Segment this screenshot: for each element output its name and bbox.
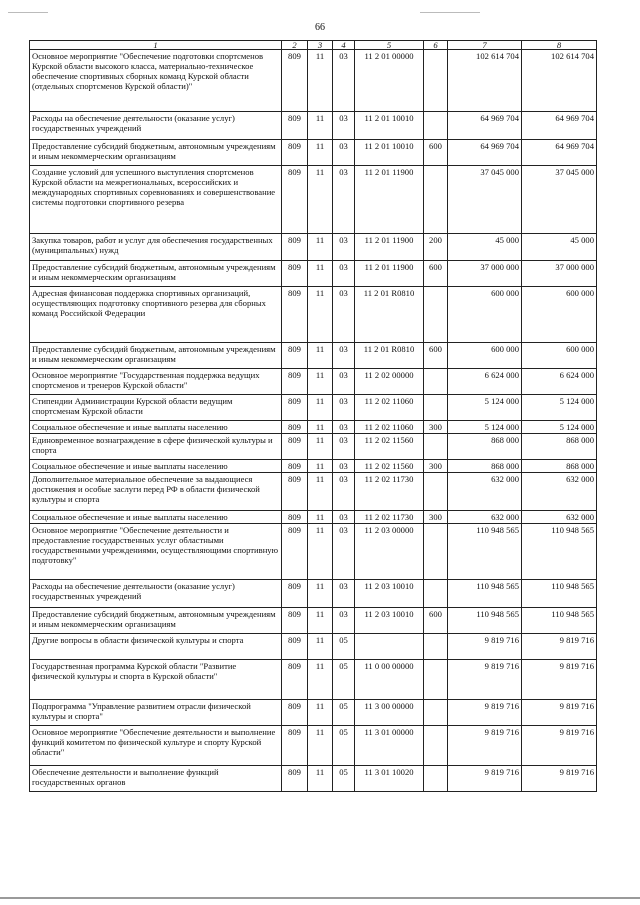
target-article-code: 11 2 01 10010 [355, 140, 424, 166]
expense-type-code [424, 434, 448, 460]
table-row [30, 660, 597, 700]
amount-col7: 64 969 704 [448, 112, 522, 140]
ministry-code: 809 [282, 511, 308, 524]
expense-type-code [424, 287, 448, 343]
subsection-code: 03 [333, 434, 355, 460]
table-row [30, 766, 597, 792]
target-article-code: 11 2 01 R0810 [355, 343, 424, 369]
target-article-code: 11 2 03 10010 [355, 580, 424, 608]
section-code: 11 [308, 343, 333, 369]
table-body [30, 50, 597, 792]
expense-type-code [424, 50, 448, 112]
table-row [30, 421, 597, 434]
amount-col7: 868 000 [448, 460, 522, 473]
expense-type-code: 300 [424, 511, 448, 524]
expense-type-code: 600 [424, 261, 448, 287]
ministry-code: 809 [282, 634, 308, 660]
amount-col7: 110 948 565 [448, 608, 522, 634]
column-header-6: 6 [424, 41, 448, 50]
amount-col7: 9 819 716 [448, 766, 522, 792]
section-code: 11 [308, 473, 333, 511]
amount-col7: 5 124 000 [448, 395, 522, 421]
amount-col8: 5 124 000 [522, 421, 597, 434]
subsection-code: 03 [333, 261, 355, 287]
scan-noise [420, 12, 480, 13]
ministry-code: 809 [282, 700, 308, 726]
target-article-code: 11 2 01 10010 [355, 112, 424, 140]
section-code: 11 [308, 434, 333, 460]
amount-col8: 110 948 565 [522, 608, 597, 634]
subsection-code: 03 [333, 608, 355, 634]
amount-col7: 102 614 704 [448, 50, 522, 112]
amount-col8: 632 000 [522, 473, 597, 511]
amount-col7: 632 000 [448, 473, 522, 511]
row-name: Социальное обеспечение и иные выплаты населению [30, 460, 282, 473]
table-row [30, 434, 597, 460]
column-header-8: 8 [522, 41, 597, 50]
ministry-code: 809 [282, 473, 308, 511]
subsection-code: 05 [333, 634, 355, 660]
target-article-code: 11 2 03 10010 [355, 608, 424, 634]
table-row [30, 608, 597, 634]
scan-edge-line [0, 897, 640, 899]
column-header-7: 7 [448, 41, 522, 50]
expense-type-code [424, 112, 448, 140]
section-code: 11 [308, 660, 333, 700]
target-article-code: 11 2 02 11730 [355, 473, 424, 511]
table-row [30, 700, 597, 726]
ministry-code: 809 [282, 460, 308, 473]
subsection-code: 05 [333, 766, 355, 792]
amount-col8: 45 000 [522, 234, 597, 261]
target-article-code: 11 2 02 11730 [355, 511, 424, 524]
section-code: 11 [308, 395, 333, 421]
amount-col8: 37 000 000 [522, 261, 597, 287]
expense-type-code [424, 580, 448, 608]
ministry-code: 809 [282, 726, 308, 766]
expense-type-code: 600 [424, 343, 448, 369]
target-article-code: 11 2 02 11060 [355, 395, 424, 421]
subsection-code: 05 [333, 660, 355, 700]
amount-col7: 5 124 000 [448, 421, 522, 434]
subsection-code: 05 [333, 700, 355, 726]
expense-type-code [424, 166, 448, 234]
amount-col8: 5 124 000 [522, 395, 597, 421]
table-row [30, 343, 597, 369]
amount-col8: 102 614 704 [522, 50, 597, 112]
ministry-code: 809 [282, 369, 308, 395]
row-name: Основное мероприятие "Обеспечение деятельности и предоставление государственных услуг областными государственными учреждениями, осуществляющими спортивную подготовку" [30, 524, 282, 580]
row-name: Обеспечение деятельности и выполнение функций государственных органов [30, 766, 282, 792]
ministry-code: 809 [282, 343, 308, 369]
section-code: 11 [308, 421, 333, 434]
section-code: 11 [308, 726, 333, 766]
expense-type-code: 300 [424, 421, 448, 434]
amount-col8: 9 819 716 [522, 634, 597, 660]
target-article-code: 11 2 01 00000 [355, 50, 424, 112]
subsection-code: 03 [333, 50, 355, 112]
section-code: 11 [308, 140, 333, 166]
column-header-3: 3 [308, 41, 333, 50]
row-name: Дополнительное материальное обеспечение за выдающиеся достижения и особые заслуги перед РФ в области физической культуры и спорта [30, 473, 282, 511]
table-row [30, 460, 597, 473]
row-name: Основное мероприятие "Обеспечение подготовки спортсменов Курской области высокого класса, материально-техническое обеспечение спортивных сборных команд Курской области (отдельных спортсменов Курской области)" [30, 50, 282, 112]
expense-type-code [424, 634, 448, 660]
expense-type-code: 600 [424, 608, 448, 634]
target-article-code: 11 2 01 R0810 [355, 287, 424, 343]
ministry-code: 809 [282, 434, 308, 460]
page-number: 66 [315, 22, 325, 33]
row-name: Расходы на обеспечение деятельности (оказание услуг) государственных учреждений [30, 112, 282, 140]
amount-col7: 6 624 000 [448, 369, 522, 395]
table-row [30, 112, 597, 140]
table-row [30, 634, 597, 660]
row-name: Государственная программа Курской области "Развитие физической культуры и спорта в Курской области" [30, 660, 282, 700]
amount-col8: 9 819 716 [522, 726, 597, 766]
budget-table [29, 40, 597, 792]
section-code: 11 [308, 50, 333, 112]
amount-col7: 64 969 704 [448, 140, 522, 166]
column-header-5: 5 [355, 41, 424, 50]
column-header-1: 1 [30, 41, 282, 50]
section-code: 11 [308, 524, 333, 580]
table-row [30, 166, 597, 234]
amount-col8: 9 819 716 [522, 766, 597, 792]
target-article-code: 11 2 01 11900 [355, 234, 424, 261]
target-article-code: 11 3 00 00000 [355, 700, 424, 726]
amount-col7: 868 000 [448, 434, 522, 460]
subsection-code: 03 [333, 369, 355, 395]
amount-col8: 9 819 716 [522, 700, 597, 726]
subsection-code: 03 [333, 287, 355, 343]
row-name: Закупка товаров, работ и услуг для обеспечения государственных (муниципальных) нужд [30, 234, 282, 261]
row-name: Единовременное вознаграждение в сфере физической культуры и спорта [30, 434, 282, 460]
table-header-row [30, 41, 597, 50]
amount-col8: 64 969 704 [522, 112, 597, 140]
row-name: Предоставление субсидий бюджетным, автономным учреждениям и иным некоммерческим организациям [30, 140, 282, 166]
target-article-code: 11 2 02 11060 [355, 421, 424, 434]
subsection-code: 03 [333, 112, 355, 140]
target-article-code: 11 3 01 10020 [355, 766, 424, 792]
amount-col7: 632 000 [448, 511, 522, 524]
expense-type-code: 200 [424, 234, 448, 261]
table-row [30, 511, 597, 524]
amount-col8: 6 624 000 [522, 369, 597, 395]
amount-col8: 37 045 000 [522, 166, 597, 234]
ministry-code: 809 [282, 140, 308, 166]
subsection-code: 03 [333, 395, 355, 421]
row-name: Другие вопросы в области физической культуры и спорта [30, 634, 282, 660]
target-article-code: 11 2 02 00000 [355, 369, 424, 395]
subsection-code: 03 [333, 460, 355, 473]
section-code: 11 [308, 634, 333, 660]
subsection-code: 03 [333, 140, 355, 166]
expense-type-code: 300 [424, 460, 448, 473]
expense-type-code [424, 726, 448, 766]
subsection-code: 03 [333, 166, 355, 234]
row-name: Расходы на обеспечение деятельности (оказание услуг) государственных учреждений [30, 580, 282, 608]
section-code: 11 [308, 234, 333, 261]
amount-col8: 110 948 565 [522, 524, 597, 580]
target-article-code: 11 2 01 11900 [355, 166, 424, 234]
column-header-4: 4 [333, 41, 355, 50]
table-row [30, 580, 597, 608]
amount-col7: 110 948 565 [448, 580, 522, 608]
table-row [30, 261, 597, 287]
table-row [30, 369, 597, 395]
expense-type-code [424, 369, 448, 395]
row-name: Социальное обеспечение и иные выплаты населению [30, 511, 282, 524]
ministry-code: 809 [282, 660, 308, 700]
section-code: 11 [308, 511, 333, 524]
subsection-code: 03 [333, 473, 355, 511]
ministry-code: 809 [282, 166, 308, 234]
amount-col8: 9 819 716 [522, 660, 597, 700]
row-name: Основное мероприятие "Обеспечение деятельности и выполнение функций комитетом по физической культуре и спорту Курской области" [30, 726, 282, 766]
expense-type-code [424, 660, 448, 700]
subsection-code: 03 [333, 234, 355, 261]
ministry-code: 809 [282, 766, 308, 792]
table-row [30, 726, 597, 766]
section-code: 11 [308, 700, 333, 726]
amount-col8: 868 000 [522, 460, 597, 473]
section-code: 11 [308, 580, 333, 608]
subsection-code: 03 [333, 580, 355, 608]
scan-noise [8, 12, 48, 13]
row-name: Стипендии Администрации Курской области ведущим спортсменам Курской области [30, 395, 282, 421]
row-name: Основное мероприятие "Государственная поддержка ведущих спортсменов и тренеров Курской области" [30, 369, 282, 395]
ministry-code: 809 [282, 261, 308, 287]
row-name: Адресная финансовая поддержка спортивных организаций, осуществляющих подготовку спортивного резерва для сборных команд Российской Федерации [30, 287, 282, 343]
target-article-code: 11 3 01 00000 [355, 726, 424, 766]
target-article-code: 11 0 00 00000 [355, 660, 424, 700]
section-code: 11 [308, 166, 333, 234]
ministry-code: 809 [282, 287, 308, 343]
amount-col8: 64 969 704 [522, 140, 597, 166]
ministry-code: 809 [282, 395, 308, 421]
table-row [30, 524, 597, 580]
target-article-code: 11 2 02 11560 [355, 434, 424, 460]
expense-type-code [424, 473, 448, 511]
amount-col7: 9 819 716 [448, 660, 522, 700]
amount-col7: 45 000 [448, 234, 522, 261]
subsection-code: 03 [333, 524, 355, 580]
ministry-code: 809 [282, 50, 308, 112]
amount-col7: 37 045 000 [448, 166, 522, 234]
row-name: Социальное обеспечение и иные выплаты населению [30, 421, 282, 434]
amount-col8: 600 000 [522, 287, 597, 343]
section-code: 11 [308, 608, 333, 634]
subsection-code: 05 [333, 726, 355, 766]
subsection-code: 03 [333, 511, 355, 524]
ministry-code: 809 [282, 234, 308, 261]
section-code: 11 [308, 261, 333, 287]
amount-col7: 600 000 [448, 287, 522, 343]
amount-col8: 600 000 [522, 343, 597, 369]
expense-type-code [424, 700, 448, 726]
expense-type-code [424, 395, 448, 421]
ministry-code: 809 [282, 524, 308, 580]
table-row [30, 395, 597, 421]
table-row [30, 234, 597, 261]
target-article-code: 11 2 01 11900 [355, 261, 424, 287]
amount-col8: 632 000 [522, 511, 597, 524]
subsection-code: 03 [333, 343, 355, 369]
row-name: Предоставление субсидий бюджетным, автономным учреждениям и иным некоммерческим организациям [30, 608, 282, 634]
section-code: 11 [308, 112, 333, 140]
expense-type-code: 600 [424, 140, 448, 166]
ministry-code: 809 [282, 608, 308, 634]
target-article-code: 11 2 02 11560 [355, 460, 424, 473]
row-name: Подпрограмма "Управление развитием отрасли физической культуры и спорта" [30, 700, 282, 726]
amount-col8: 868 000 [522, 434, 597, 460]
amount-col8: 110 948 565 [522, 580, 597, 608]
section-code: 11 [308, 287, 333, 343]
row-name: Создание условий для успешного выступления спортсменов Курской области на межрегиональных, всероссийских и международных спортивных соревнованиях и совершенствование системы подготовки спортивного резерва [30, 166, 282, 234]
table-row [30, 473, 597, 511]
table-row [30, 50, 597, 112]
amount-col7: 600 000 [448, 343, 522, 369]
ministry-code: 809 [282, 112, 308, 140]
table-row [30, 287, 597, 343]
amount-col7: 9 819 716 [448, 700, 522, 726]
amount-col7: 110 948 565 [448, 524, 522, 580]
section-code: 11 [308, 460, 333, 473]
amount-col7: 9 819 716 [448, 726, 522, 766]
table-row [30, 140, 597, 166]
expense-type-code [424, 524, 448, 580]
row-name: Предоставление субсидий бюджетным, автономным учреждениям и иным некоммерческим организациям [30, 343, 282, 369]
section-code: 11 [308, 766, 333, 792]
amount-col7: 37 000 000 [448, 261, 522, 287]
row-name: Предоставление субсидий бюджетным, автономным учреждениям и иным некоммерческим организациям [30, 261, 282, 287]
target-article-code [355, 634, 424, 660]
amount-col7: 9 819 716 [448, 634, 522, 660]
ministry-code: 809 [282, 580, 308, 608]
expense-type-code [424, 766, 448, 792]
column-header-2: 2 [282, 41, 308, 50]
subsection-code: 03 [333, 421, 355, 434]
ministry-code: 809 [282, 421, 308, 434]
target-article-code: 11 2 03 00000 [355, 524, 424, 580]
section-code: 11 [308, 369, 333, 395]
